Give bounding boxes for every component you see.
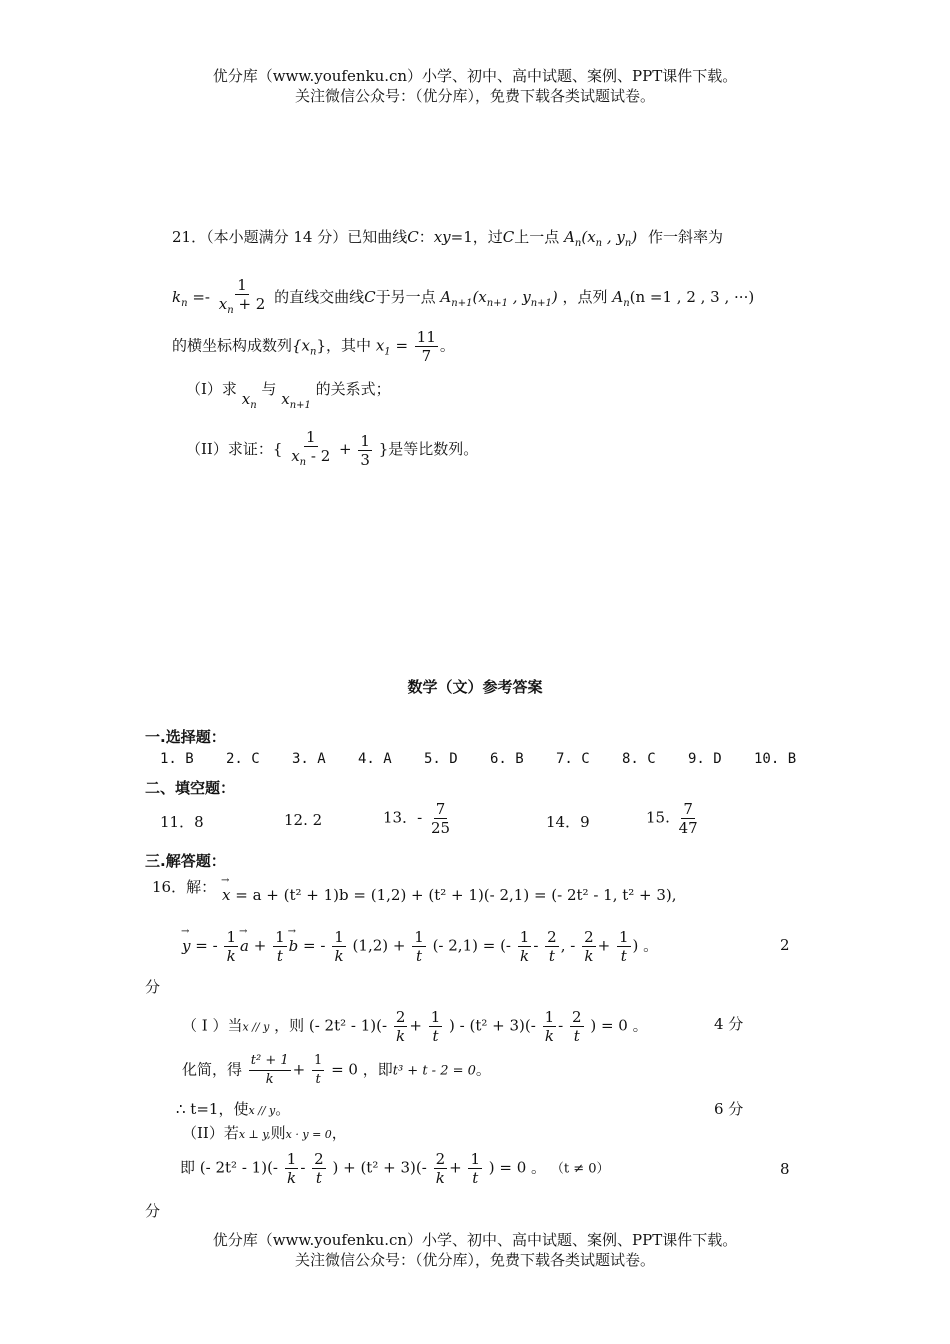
score-8: 8 (780, 1160, 790, 1178)
choice-9: 9. D (688, 751, 722, 767)
header-line-1: 优分库（www.youfenku.cn）小学、初中、高中试题、案例、PPT课件下载。 (212, 67, 738, 85)
answers-title: 数学（文）参考答案 (407, 678, 543, 696)
q16-therefore: ∴ t=1，使x // y。 (176, 1100, 291, 1118)
choice-4: 4. A (358, 751, 392, 767)
q16-label: 16．解： (152, 878, 217, 896)
q16-simplify: 化简，得 $\frac{\text{t² + 1}}{k}$ + $\frac{1}{t}$ = 0 ，即t³ + t - 2 = 0。 (182, 1053, 491, 1087)
choice-10: 10. B (754, 751, 797, 767)
choice-8: 8. C (622, 751, 656, 767)
score-unit-2: 分 (145, 1202, 161, 1220)
footer-line-2: 关注微信公众号：（优分库），免费下载各类试题试卷。 (294, 1251, 655, 1269)
choice-3: 3. A (292, 751, 326, 767)
footer-line-1: 优分库（www.youfenku.cn）小学、初中、高中试题、案例、PPT课件下载。 (212, 1231, 738, 1249)
fill-14: 14．9 (546, 813, 590, 831)
q16-part-2: （II）若x ⊥ y,则x · y = 0， (182, 1124, 347, 1142)
q16-part-1: （ I ）当x // y ，则 (- 2t² - 1)(- $\frac{2}{k}$ + $\frac{1}{t}$ ) - (t² + 3)(- $\frac{1}{k}$ - $\frac{2}{t}$ ) = 0 。 (182, 1008, 648, 1045)
q21-line-1: 21．（本小题满分 14 分）已知曲线C：xy=1，过C上一点 $A_n(x_n$ , $y_n$) 作一斜率为 (172, 228, 724, 249)
choice-1: 1. B (160, 751, 194, 767)
slope-fraction: $\frac{1}{x_n + 2}$ (218, 276, 266, 316)
q16-ie: 即 (- 2t² - 1)(- $\frac{1}{k}$ - $\frac{2}{t}$ ) + (t² + 3)(- $\frac{2}{k}$ + $\frac{1}{t}$ ) = 0 。 （t ≠ 0） (180, 1150, 610, 1187)
section-fill: 二、填空题： (145, 779, 236, 797)
q21-line-2: $k_n$ =- $\frac{1}{x_n + 2}$ 的直线交曲线C于另一点 $A_{n+1}(x_{n+1}$ , $y_{n+1}$) ，点列 $A_n(n =1$ , 2 , 3 , ···) (172, 276, 754, 320)
fill-13: 13．- $\frac{7}{25}$ (383, 800, 451, 837)
score-unit-1: 分 (145, 978, 161, 996)
choice-7: 7. C (556, 751, 590, 767)
x1-fraction: $\frac{11}{7}$ (416, 328, 436, 365)
choice-answers (160, 751, 796, 767)
fill-12: 12. 2 (284, 811, 323, 829)
q16-line-1: → x = a + (t² + 1)b = (1,2) + (t² + 1)(- 2,1) = (- 2t² - 1, t² + 3), (222, 886, 677, 904)
section-choice: 一.选择题： (145, 728, 226, 746)
choice-6: 6. B (490, 751, 524, 767)
score-4: 4 分 (714, 1015, 744, 1033)
header-line-2: 关注微信公众号：（优分库），免费下载各类试题试卷。 (294, 87, 655, 105)
score-2: 2 (780, 936, 790, 954)
q21-part-1: （I）求 $x_n$ 与 $x_{n+1}$ 的关系式； (186, 380, 391, 411)
choice-5: 5. D (424, 751, 458, 767)
q21-line-3: 的横坐标构成数列$\{x_n\}$，其中 $x_1$ = $\frac{11}{7}$ 。 (172, 328, 455, 365)
q16-line-2: → y = - $\frac{1}{k}$ → a + $\frac{1}{t}$ → b = - $\frac{1}{k}$ (1,2) + $\frac{1}{t}$ (- 2,1) = (- $\frac{1}{k}$ - $\frac{2}{t}$ , - $\frac{2}{k}$ + $\frac{1}{t}$ ) 。 (182, 928, 658, 965)
section-solve: 三.解答题： (145, 852, 226, 870)
q21-part-2: （II）求证：{ $\frac{1}{x_n - 2}$ + $\frac{1}{3}$ }是等比数列。 (186, 428, 479, 469)
choice-2: 2. C (226, 751, 260, 767)
fill-15: 15. $\frac{7}{47}$ (646, 800, 698, 837)
fill-11: 11．8 (160, 813, 204, 831)
score-6: 6 分 (714, 1100, 744, 1118)
